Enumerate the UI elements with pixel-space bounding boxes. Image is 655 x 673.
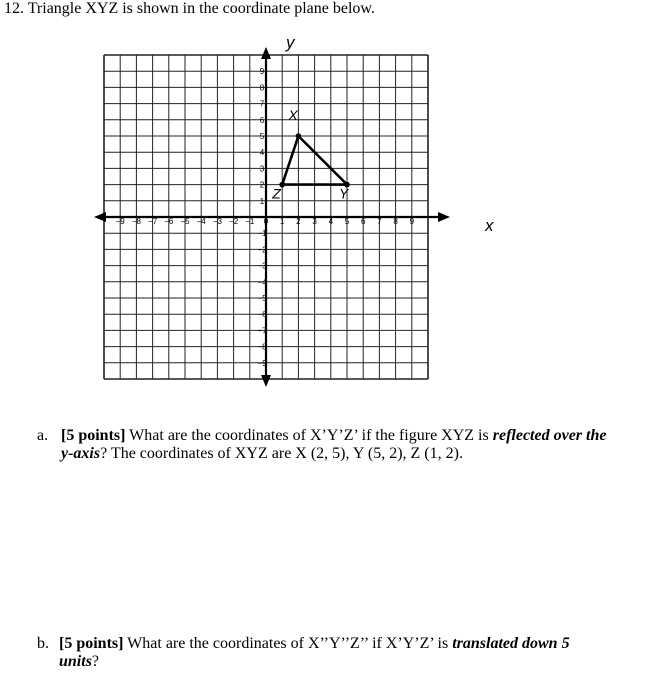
- y-tick-label: 6: [259, 115, 265, 125]
- y-axis-label: y: [286, 33, 295, 52]
- x-tick-label: −4: [196, 217, 206, 226]
- y-tick-label: −8: [257, 342, 267, 352]
- part-b-points: [5 points]: [59, 635, 124, 652]
- y-tick-label: −5: [257, 294, 267, 303]
- x-tick-label: 6: [360, 217, 366, 226]
- question-title: 12. Triangle XYZ is shown in the coordinate plane below.: [4, 0, 375, 17]
- part-b-letter: b.: [37, 635, 49, 652]
- x-tick-label: 1: [279, 217, 285, 226]
- y-tick-label: 2: [259, 180, 265, 190]
- triangle-xyz: [271, 107, 350, 202]
- part-b-emphasis: translated down 5 units: [59, 635, 570, 670]
- y-tick-label: −2: [257, 245, 267, 255]
- x-tick-label: 2: [296, 217, 301, 226]
- y-tick-label: 7: [259, 99, 265, 109]
- y-tick-label: 3: [259, 164, 265, 174]
- x-tick-label: −1: [245, 217, 255, 226]
- part-a-letter: a.: [37, 427, 49, 444]
- y-tick-label: 5: [259, 132, 265, 141]
- x-tick-label: 9: [409, 217, 415, 226]
- x-tick-label: −6: [164, 217, 174, 226]
- x-tick-label: −7: [148, 217, 158, 226]
- vertex-label-z: Z: [272, 185, 281, 202]
- x-tick-label: 3: [312, 217, 317, 226]
- y-tick-label: −9: [257, 358, 267, 368]
- part-a-points: [5 points]: [61, 427, 126, 444]
- part-b-text-2: ?: [91, 653, 100, 670]
- question-part-a: [37, 427, 607, 463]
- x-tick-label: −9: [115, 217, 125, 226]
- vertex-label-y: Y: [339, 185, 349, 202]
- y-tick-label: 9: [259, 67, 265, 77]
- part-b-text-1: What are the coordinates of X’’Y’’Z’’ if X’Y’Z’ is: [123, 635, 453, 652]
- vertex-point-x: [296, 133, 302, 139]
- x-tick-label: 4: [328, 217, 334, 226]
- part-a-emphasis: reflected over the y-axis: [61, 427, 607, 462]
- x-axis-arrow-right-icon: [438, 212, 450, 222]
- y-tick-label: 8: [259, 83, 265, 93]
- x-tick-label: 8: [393, 217, 398, 226]
- part-a-text-1: What are the coordinates of X’Y’Z’ if the figure XYZ is: [125, 427, 493, 444]
- question-part-b: [37, 635, 607, 671]
- x-tick-label: −8: [131, 217, 141, 226]
- y-axis-arrow-up-icon: [261, 47, 271, 59]
- y-axis-arrow-down-icon: [261, 375, 271, 387]
- x-axis-label: x: [485, 216, 494, 235]
- x-tick-label: −2: [229, 217, 239, 226]
- y-tick-label: −3: [257, 261, 267, 271]
- y-tick-label: −4: [257, 277, 267, 287]
- x-tick-label: 7: [377, 217, 382, 226]
- x-tick-label: −3: [212, 217, 222, 226]
- vertex-label-x: X: [288, 107, 298, 123]
- part-a-text-2: ? The coordinates of XYZ are X (2, 5), Y (5, 2), Z (1, 2).: [100, 445, 463, 462]
- x-tick-label: 5: [344, 217, 350, 226]
- x-tick-label: 0: [263, 217, 269, 226]
- x-tick-label: −5: [180, 217, 190, 226]
- y-tick-label: 4: [259, 148, 265, 158]
- y-tick-label: −7: [257, 326, 267, 336]
- y-tick-label: −1: [257, 229, 267, 239]
- x-axis-arrow-left-icon: [94, 212, 106, 222]
- y-tick-label: −6: [257, 310, 267, 320]
- y-tick-label: 1: [259, 196, 265, 206]
